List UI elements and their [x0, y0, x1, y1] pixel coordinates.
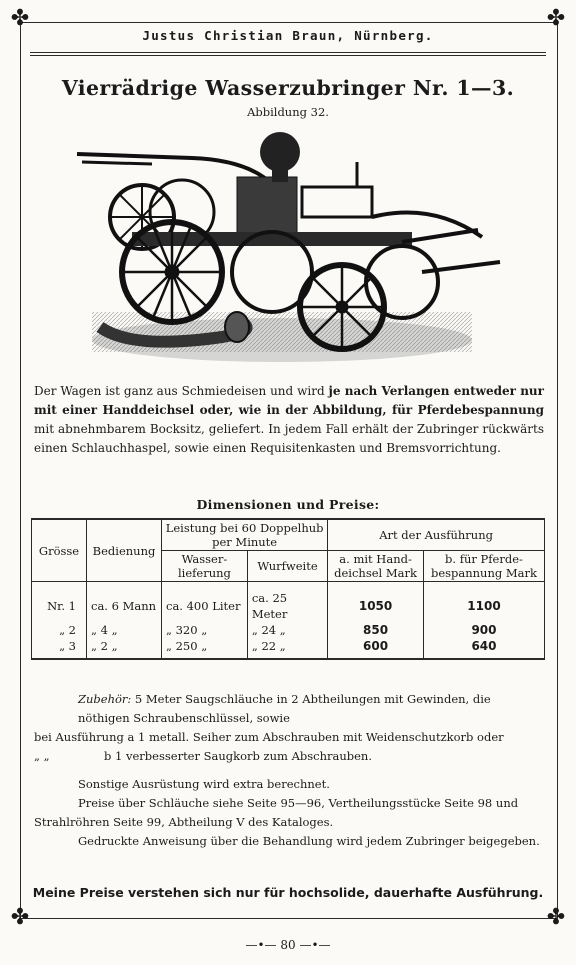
cell-price-a: 850 [328, 622, 424, 638]
page-number: —•— 80 —•— [245, 938, 331, 952]
header-divider [30, 52, 546, 56]
final-statement: Meine Preise verstehen sich nur für hochsolide, dauerhafte Ausführung. [32, 885, 544, 900]
cell-wasser: „ 320 „ [162, 622, 248, 638]
price-table [31, 518, 545, 660]
col-b: b. für Pferde-bespannung Mark [423, 551, 544, 582]
fire-wagon-illustration [72, 122, 508, 377]
col-a: a. mit Hand-deichsel Mark [328, 551, 424, 582]
cell-price-a: 600 [328, 638, 424, 659]
cell-price-a: 1050 [328, 582, 424, 623]
col-wasser: Wasser-lieferung [162, 551, 248, 582]
cell-wasser: ca. 400 Liter [162, 582, 248, 623]
table-row [32, 638, 545, 659]
col-groesse: Grösse [32, 519, 87, 582]
cell-price-b: 640 [423, 638, 544, 659]
cell-wasser: „ 250 „ [162, 638, 248, 659]
notes-block [34, 775, 544, 851]
cell-bedienung: „ 2 „ [87, 638, 162, 659]
figure-caption: Abbildung 32. [247, 105, 329, 119]
cell-price-b: 1100 [423, 582, 544, 623]
page-title: Vierrädrige Wasserzubringer Nr. 1—3. [61, 76, 515, 100]
cell-groesse: Nr. 1 [32, 582, 87, 623]
cell-wurf: ca. 25 Meter [247, 582, 327, 623]
cell-groesse: „ 3 [32, 638, 87, 659]
col-leistung: Leistung bei 60 Doppelhub per Minute [162, 519, 328, 551]
cell-bedienung: „ 4 „ [87, 622, 162, 638]
accessories-label: Zubehör: [78, 692, 132, 706]
cell-groesse: „ 2 [32, 622, 87, 638]
accessories-block [34, 690, 544, 766]
corner-ornament-icon: ✤ [10, 6, 30, 31]
note-2: Preise über Schläuche siehe Seite 95—96, Vertheilungsstücke Seite 98 und Strahlröhren Seite 99, Abtheilung V des Kataloges. [34, 796, 519, 829]
table-title: Dimensionen und Preise: [196, 497, 380, 512]
accessories-line-2: bei Ausführung a 1 metall. Seiher zum Abschrauben mit Weidenschutzkorb oder [34, 730, 504, 744]
corner-ornament-icon: ✤ [546, 6, 566, 31]
col-wurf: Wurfweite [247, 551, 327, 582]
cell-wurf: „ 24 „ [247, 622, 327, 638]
corner-ornament-icon: ✤ [546, 905, 566, 930]
col-bedienung: Bedienung [87, 519, 162, 582]
accessories-line-1: Zubehör: 5 Meter Saugschläuche in 2 Abtheilungen mit Gewinden, die nöthigen Schraubenschlüssel, sowie [78, 692, 491, 725]
accessories-line-3: „ „ b 1 verbesserter Saugkorb zum Abschrauben. [34, 749, 372, 763]
description-paragraph: Der Wagen ist ganz aus Schmiedeisen und wird je nach Verlangen entweder nur mit einer Handdeichsel oder, wie in der Abbildung, für Pferdebespannung mit abnehmbarem Bocksitz, geliefert. In jedem Fall erhält der Zubringer rückwärts einen Schlauchhaspel, sowie einen Requisitenkasten und Bremsvorrichtung. [34, 384, 544, 455]
table-row [32, 622, 545, 638]
cell-bedienung: ca. 6 Mann [87, 582, 162, 623]
col-art: Art der Ausführung [328, 519, 545, 551]
note-3: Gedruckte Anweisung über die Behandlung wird jedem Zubringer beigegeben. [78, 834, 540, 848]
corner-ornament-icon: ✤ [10, 905, 30, 930]
note-1: Sonstige Ausrüstung wird extra berechnet. [78, 777, 330, 791]
cell-wurf: „ 22 „ [247, 638, 327, 659]
publisher-header: Justus Christian Braun, Nürnberg. [142, 28, 434, 43]
table-row [32, 582, 545, 623]
cell-price-b: 900 [423, 622, 544, 638]
